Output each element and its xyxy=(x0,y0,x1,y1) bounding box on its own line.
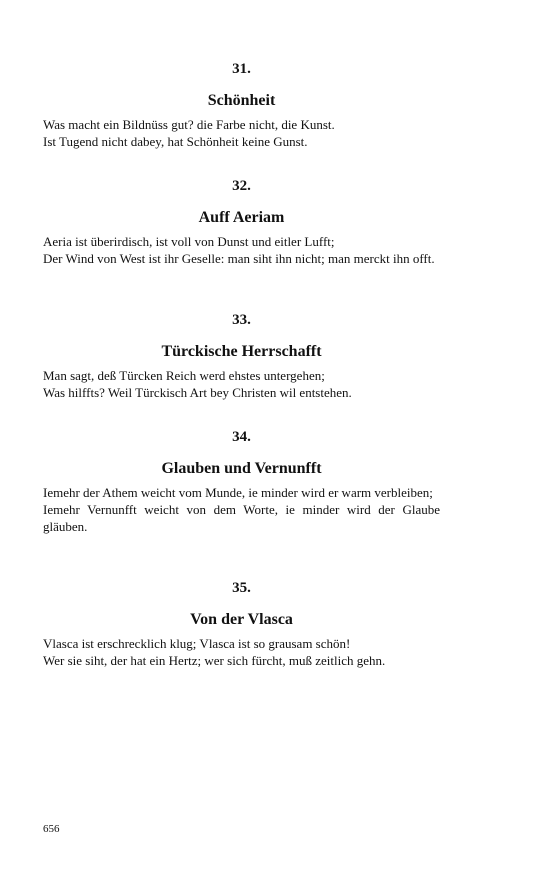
poem-title: Auff Aeriam xyxy=(198,209,285,226)
verse-line: Was hilffts? Weil Türckisch Art bey Christen wil entstehen. xyxy=(43,385,352,400)
poem-verses xyxy=(43,367,440,401)
verse-line: Aeria ist überirdisch, ist voll von Dunst und eitler Lufft; xyxy=(43,234,335,249)
poem-title: Glauben und Vernunfft xyxy=(161,460,322,477)
poem-32 xyxy=(43,177,440,267)
poem-title: Türckische Herrschafft xyxy=(161,343,322,360)
poem-number: 31. xyxy=(232,61,251,77)
verse-line: Was macht ein Bildnüss gut? die Farbe nicht, die Kunst. xyxy=(43,117,335,132)
poem-title: Von der Vlasca xyxy=(190,611,293,628)
verse-line: Ist Tugend nicht dabey, hat Schönheit keine Gunst. xyxy=(43,134,308,149)
poem-33 xyxy=(43,311,440,401)
verse-line: Iemehr der Athem weicht vom Munde, ie minder wird er warm verbleiben; xyxy=(43,485,433,500)
poem-31 xyxy=(43,60,440,150)
poem-verses xyxy=(43,635,440,669)
page-number: 656 xyxy=(43,823,60,835)
verse-line: Man sagt, deß Türcken Reich werd ehstes untergehen; xyxy=(43,368,325,383)
poem-verses xyxy=(43,484,440,535)
verse-line: Iemehr Vernunfft weicht von dem Worte, ie minder wird der Glaube gläuben. xyxy=(43,502,440,534)
poem-number: 34. xyxy=(232,429,251,445)
verse-line: Der Wind von West ist ihr Geselle: man siht ihn nicht; man merckt ihn offt. xyxy=(43,251,435,266)
poem-number: 35. xyxy=(232,580,251,596)
verse-line: Vlasca ist erschrecklich klug; Vlasca ist so grausam schön! xyxy=(43,636,351,651)
poem-35 xyxy=(43,579,440,669)
poem-verses xyxy=(43,233,440,267)
poem-34 xyxy=(43,428,440,535)
poem-verses xyxy=(43,116,440,150)
poem-number: 33. xyxy=(232,312,251,328)
poem-title: Schönheit xyxy=(207,92,276,109)
poem-number: 32. xyxy=(232,178,251,194)
verse-line: Wer sie siht, der hat ein Hertz; wer sich fürcht, muß zeitlich gehn. xyxy=(43,653,386,668)
